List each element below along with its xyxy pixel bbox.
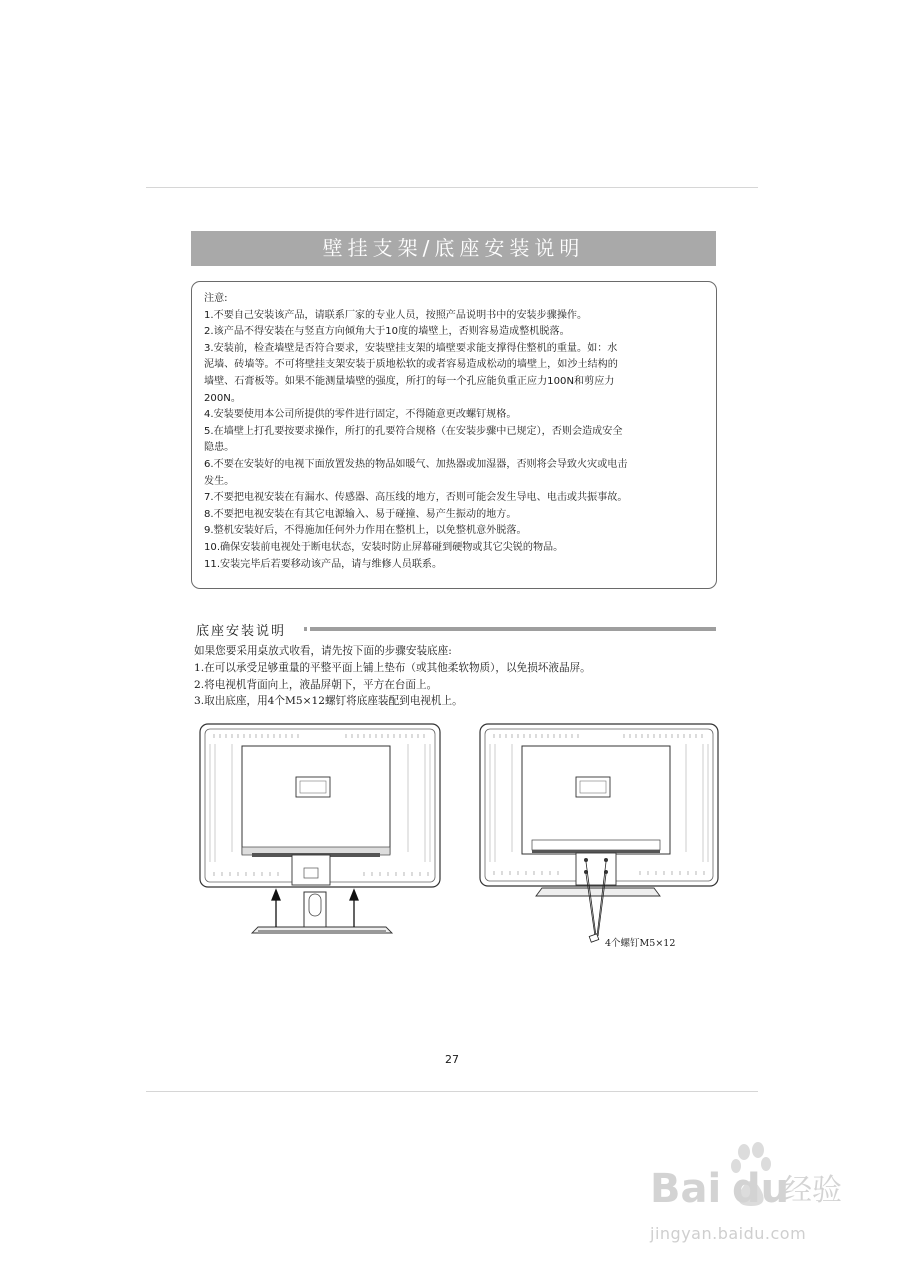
instruction-step: 3.取出底座，用4个M5×12螺钉将底座装配到电视机上。 (194, 695, 463, 708)
tv-back-stand-attach-figure (196, 722, 446, 937)
note-line: 5.在墙壁上打孔要按要求操作，所打的孔要符合规格（在安装步骤中已规定），否则会造成安全 (204, 425, 623, 437)
note-item (204, 324, 706, 341)
svg-text:du: du (732, 1166, 790, 1212)
note-line: 泥墙、砖墙等。不可将壁挂支架安装于质地松软的或者容易造成松动的墙壁上，如沙土结构的 (204, 359, 618, 371)
note-line: 4.安装要使用本公司所提供的零件进行固定，不得随意更改螺钉规格。 (204, 409, 517, 421)
watermark-site: jingyan.baidu.com (650, 1224, 807, 1243)
note-line: 200N。 (204, 392, 241, 404)
svg-text:Bai: Bai (650, 1166, 722, 1212)
instruction-step: 2.将电视机背面向上，液晶屏朝下，平方在台面上。 (194, 678, 438, 691)
tv-back-stand-attached-figure (478, 722, 723, 952)
top-rule (146, 187, 758, 188)
bottom-rule (146, 1091, 758, 1092)
note-line: 2.该产品不得安装在与竖直方向倾角大于10度的墙壁上，否则容易造成整机脱落。 (204, 326, 570, 338)
instruction-step: 1.在可以承受足够重量的平整平面上铺上垫布（或其他柔软物质），以免损坏液晶屏。 (194, 661, 591, 674)
note-line: 9.整机安装好后，不得施加任何外力作用在整机上，以免整机意外脱落。 (204, 525, 527, 537)
screw-label: 4个螺钉M5×12 (605, 938, 676, 949)
note-line: 10.确保安装前电视处于断电状态，安装时防止屏幕碰到硬物或其它尖锐的物品。 (204, 541, 564, 553)
note-line: 墙壁、石膏板等。如果不能测量墙壁的强度，所打的每一个孔应能负重正应力100N和剪应力 (204, 375, 615, 387)
note-item (204, 557, 706, 574)
note-line: 隐患。 (204, 442, 235, 454)
note-item (204, 523, 706, 540)
note-line: 11.安装完毕后若要移动该产品，请与维修人员联系。 (204, 558, 443, 570)
section-instructions (194, 643, 714, 710)
note-line: 3.安装前，检查墙壁是否符合要求，安装壁挂支架的墙壁要求能支撑得住整机的重量。如：水 (204, 342, 618, 354)
instruction-intro: 如果您要采用桌放式收看，请先按下面的步骤安装底座: (194, 645, 452, 657)
note-item (204, 407, 706, 424)
section-title-line (310, 627, 716, 631)
note-item (204, 490, 706, 507)
section-title: 底座安装说明 (196, 624, 287, 639)
note-item (204, 457, 706, 490)
page-number: 27 (445, 1053, 459, 1066)
note-line: 8.不要把电视安装在有其它电源输入、易于碰撞、易产生振动的地方。 (204, 508, 517, 520)
note-line: 6.不要在安装好的电视下面放置发热的物品如暖气、加热器或加湿器，否则将会导致火灾或电击 (204, 458, 628, 470)
note-line: 7.不要把电视安装在有漏水、传感器、高压线的地方，否则可能会发生导电、电击或共振事故。 (204, 492, 628, 504)
notes-heading: 注意: (204, 293, 228, 304)
note-line: 发生。 (204, 475, 235, 487)
note-item (204, 308, 706, 325)
notes-box (191, 281, 717, 589)
note-item (204, 341, 706, 407)
page-title: 壁挂支架/底座安装说明 (191, 231, 716, 266)
note-item (204, 507, 706, 524)
svg-text:经验: 经验 (782, 1173, 842, 1208)
notes-list (204, 308, 706, 574)
note-line: 1.不要自己安装该产品，请联系厂家的专业人员，按照产品说明书中的安装步骤操作。 (204, 309, 588, 321)
note-item (204, 540, 706, 557)
note-item (204, 424, 706, 457)
